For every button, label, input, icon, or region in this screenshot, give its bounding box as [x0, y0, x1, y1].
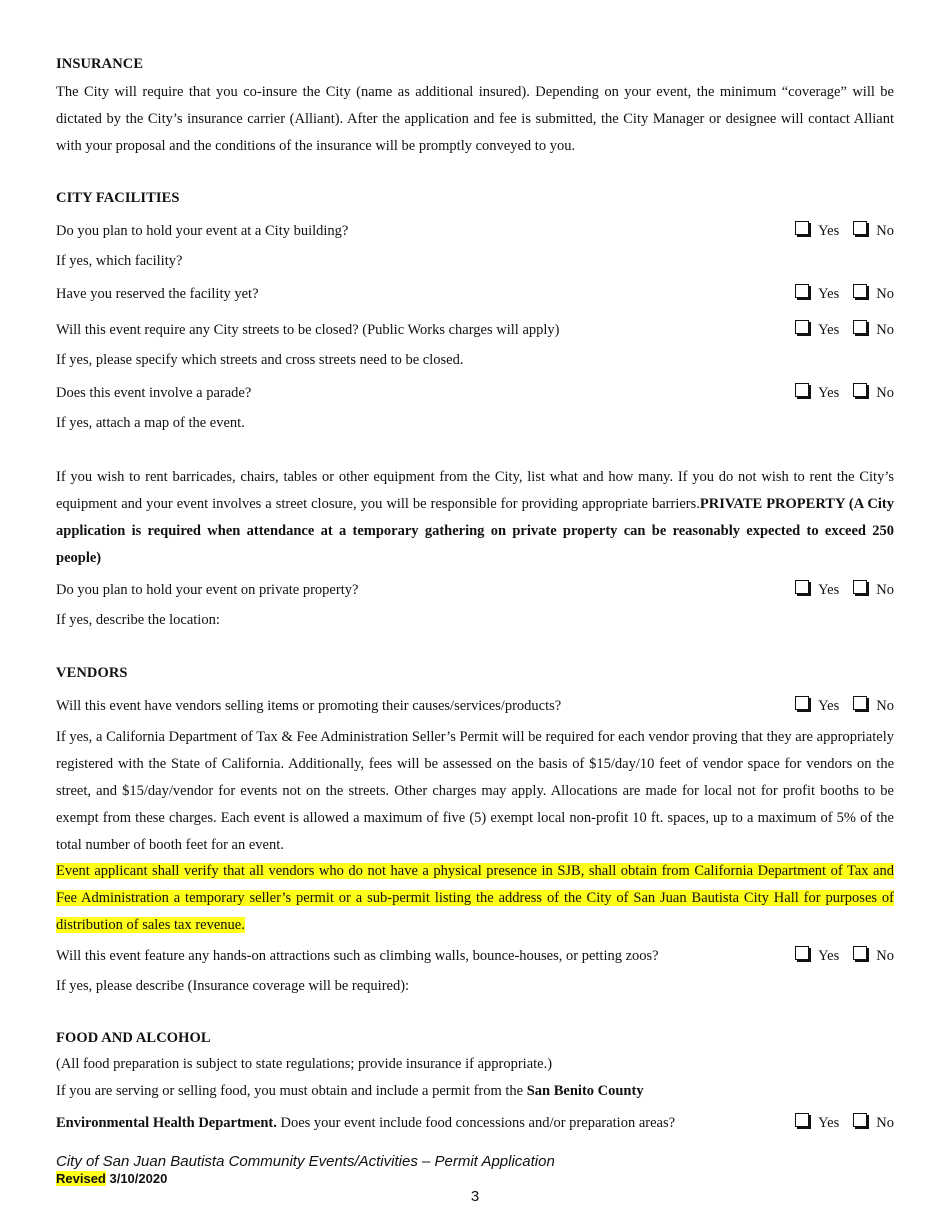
no-label: No [876, 322, 894, 338]
question-city-building-text: Do you plan to hold your event at a City building? [56, 223, 349, 239]
attach-map-text: If yes, attach a map of the event. [56, 415, 245, 431]
no-label: No [876, 698, 894, 714]
describe-attractions-text: If yes, please describe (Insurance coverage will be required): [56, 978, 410, 994]
no-label: No [876, 223, 894, 239]
city-facilities-heading: CITY FACILITIES [56, 190, 180, 206]
yes-no-private-property [795, 579, 894, 601]
page-number: 3 [470, 1188, 480, 1205]
no-checkbox[interactable] [853, 1113, 867, 1127]
question-vendors-text: Will this event have vendors selling items or promoting their causes/services/products? [56, 698, 562, 714]
sellers-permit-text: If yes, a California Department of Tax & Fee Administration Seller’s Permit will be required for each vendor proving that they are appropriately registered with the State of California. Additionally, fees will be assessed on the basis of $15/day/10 feet of vendor space for vendors on the street, and $15/day/vendor for events not on the streets. Other charges may apply. Allocations are made for local not for profit booths to be exempt from these charges. Each event is allowed a maximum of five (5) exempt local non-profit 10 ft. spaces, up to a maximum of 5% of the total number of booth feet for an event. [56, 729, 894, 853]
yes-checkbox[interactable] [795, 383, 809, 397]
no-label: No [876, 385, 894, 401]
yes-no-vendors [795, 695, 894, 717]
yes-checkbox[interactable] [795, 284, 809, 298]
vendors-heading: VENDORS [56, 665, 128, 681]
yes-no-parade [795, 382, 894, 404]
revised-label: Revised [56, 1171, 106, 1186]
food-regulations-text: (All food preparation is subject to state regulations; provide insurance if appropriate.) [56, 1056, 553, 1072]
specify-streets-text: If yes, please specify which streets and cross streets need to be closed. [56, 352, 464, 368]
food-concessions-question: Does your event include food concessions and/or preparation areas? [276, 1115, 676, 1131]
question-attractions [56, 945, 894, 967]
revised-date: 3/10/2020 [105, 1171, 168, 1186]
yes-checkbox[interactable] [795, 320, 809, 334]
question-reserved-text: Have you reserved the facility yet? [56, 286, 259, 302]
no-label: No [876, 1115, 894, 1131]
question-reserved [56, 283, 894, 305]
yes-checkbox[interactable] [795, 580, 809, 594]
vendor-verification-highlight: Event applicant shall verify that all vendors who do not have a physical presence in SJB, shall obtain from California Department of Tax and Fee Administration a temporary seller’s permit or a sub-permit listing the address of the City of San Juan Bautista City Hall for purposes of distribution of sales tax revenue. [56, 863, 894, 933]
yes-checkbox[interactable] [795, 696, 809, 710]
which-facility-text: If yes, which facility? [56, 253, 183, 269]
no-checkbox[interactable] [853, 946, 867, 960]
footer-title: City of San Juan Bautista Community Events/Activities – Permit Application [56, 1153, 555, 1170]
no-label: No [876, 582, 894, 598]
yes-no-attractions [795, 945, 894, 967]
yes-checkbox[interactable] [795, 946, 809, 960]
yes-label: Yes [818, 322, 840, 338]
question-vendors [56, 695, 894, 717]
question-city-building [56, 220, 894, 242]
yes-no-streets-closed [795, 319, 894, 341]
yes-checkbox[interactable] [795, 221, 809, 235]
question-food-concessions [56, 1112, 894, 1134]
no-checkbox[interactable] [853, 696, 867, 710]
food-permit-prefix: If you are serving or selling food, you must obtain and include a permit from the [56, 1083, 527, 1099]
yes-label: Yes [818, 286, 840, 302]
yes-label: Yes [818, 948, 840, 964]
question-streets-closed [56, 319, 894, 341]
yes-label: Yes [818, 1115, 840, 1131]
yes-label: Yes [818, 698, 840, 714]
no-checkbox[interactable] [853, 383, 867, 397]
yes-no-city-building [795, 220, 894, 242]
food-alcohol-heading: FOOD AND ALCOHOL [56, 1030, 211, 1046]
yes-no-reserved [795, 283, 894, 305]
no-checkbox[interactable] [853, 284, 867, 298]
health-department-name: Environmental Health Department. [56, 1115, 277, 1131]
equipment-paragraph [56, 464, 894, 572]
footer-revision [56, 1171, 555, 1187]
question-parade [56, 382, 894, 404]
county-name: San Benito County [526, 1083, 644, 1099]
yes-label: Yes [818, 582, 840, 598]
no-checkbox[interactable] [853, 580, 867, 594]
insurance-heading: INSURANCE [56, 56, 144, 72]
no-label: No [876, 948, 894, 964]
yes-no-food-concessions [795, 1112, 894, 1134]
question-private-property-text: Do you plan to hold your event on private property? [56, 582, 359, 598]
yes-checkbox[interactable] [795, 1113, 809, 1127]
no-checkbox[interactable] [853, 320, 867, 334]
question-streets-closed-text: Will this event require any City streets to be closed? (Public Works charges will apply) [56, 322, 560, 338]
question-private-property [56, 579, 894, 601]
describe-location-text: If yes, describe the location: [56, 612, 220, 628]
no-checkbox[interactable] [853, 221, 867, 235]
yes-label: Yes [818, 223, 840, 239]
yes-label: Yes [818, 385, 840, 401]
question-attractions-text: Will this event feature any hands-on attractions such as climbing walls, bounce-houses, or petting zoos? [56, 948, 659, 964]
equipment-text: If you wish to rent barricades, chairs, tables or other equipment from the City, list what and how many. If you do not wish to rent the City’s equipment and your event involves a street closure, you will be responsible for providing appropriate barriers. [56, 469, 894, 512]
question-food-concessions-text [56, 1112, 675, 1134]
private-property-heading: PRIVATE PROPERTY (A City application is required when attendance at a temporary gathering on private property can be reasonably expected to exceed 250 people) [56, 496, 894, 566]
page-footer [56, 1153, 555, 1187]
food-permit-line [56, 1083, 644, 1100]
question-parade-text: Does this event involve a parade? [56, 385, 252, 401]
no-label: No [876, 286, 894, 302]
vendor-verification-paragraph [56, 858, 894, 939]
insurance-text: The City will require that you co-insure the City (name as additional insured). Depending on your event, the minimum “coverage” will be dictated by the City’s insurance carrier (Alliant). After the application and fee is submitted, the City Manager or designee will contact Alliant with your proposal and the conditions of the insurance will be promptly conveyed to you. [56, 84, 894, 154]
